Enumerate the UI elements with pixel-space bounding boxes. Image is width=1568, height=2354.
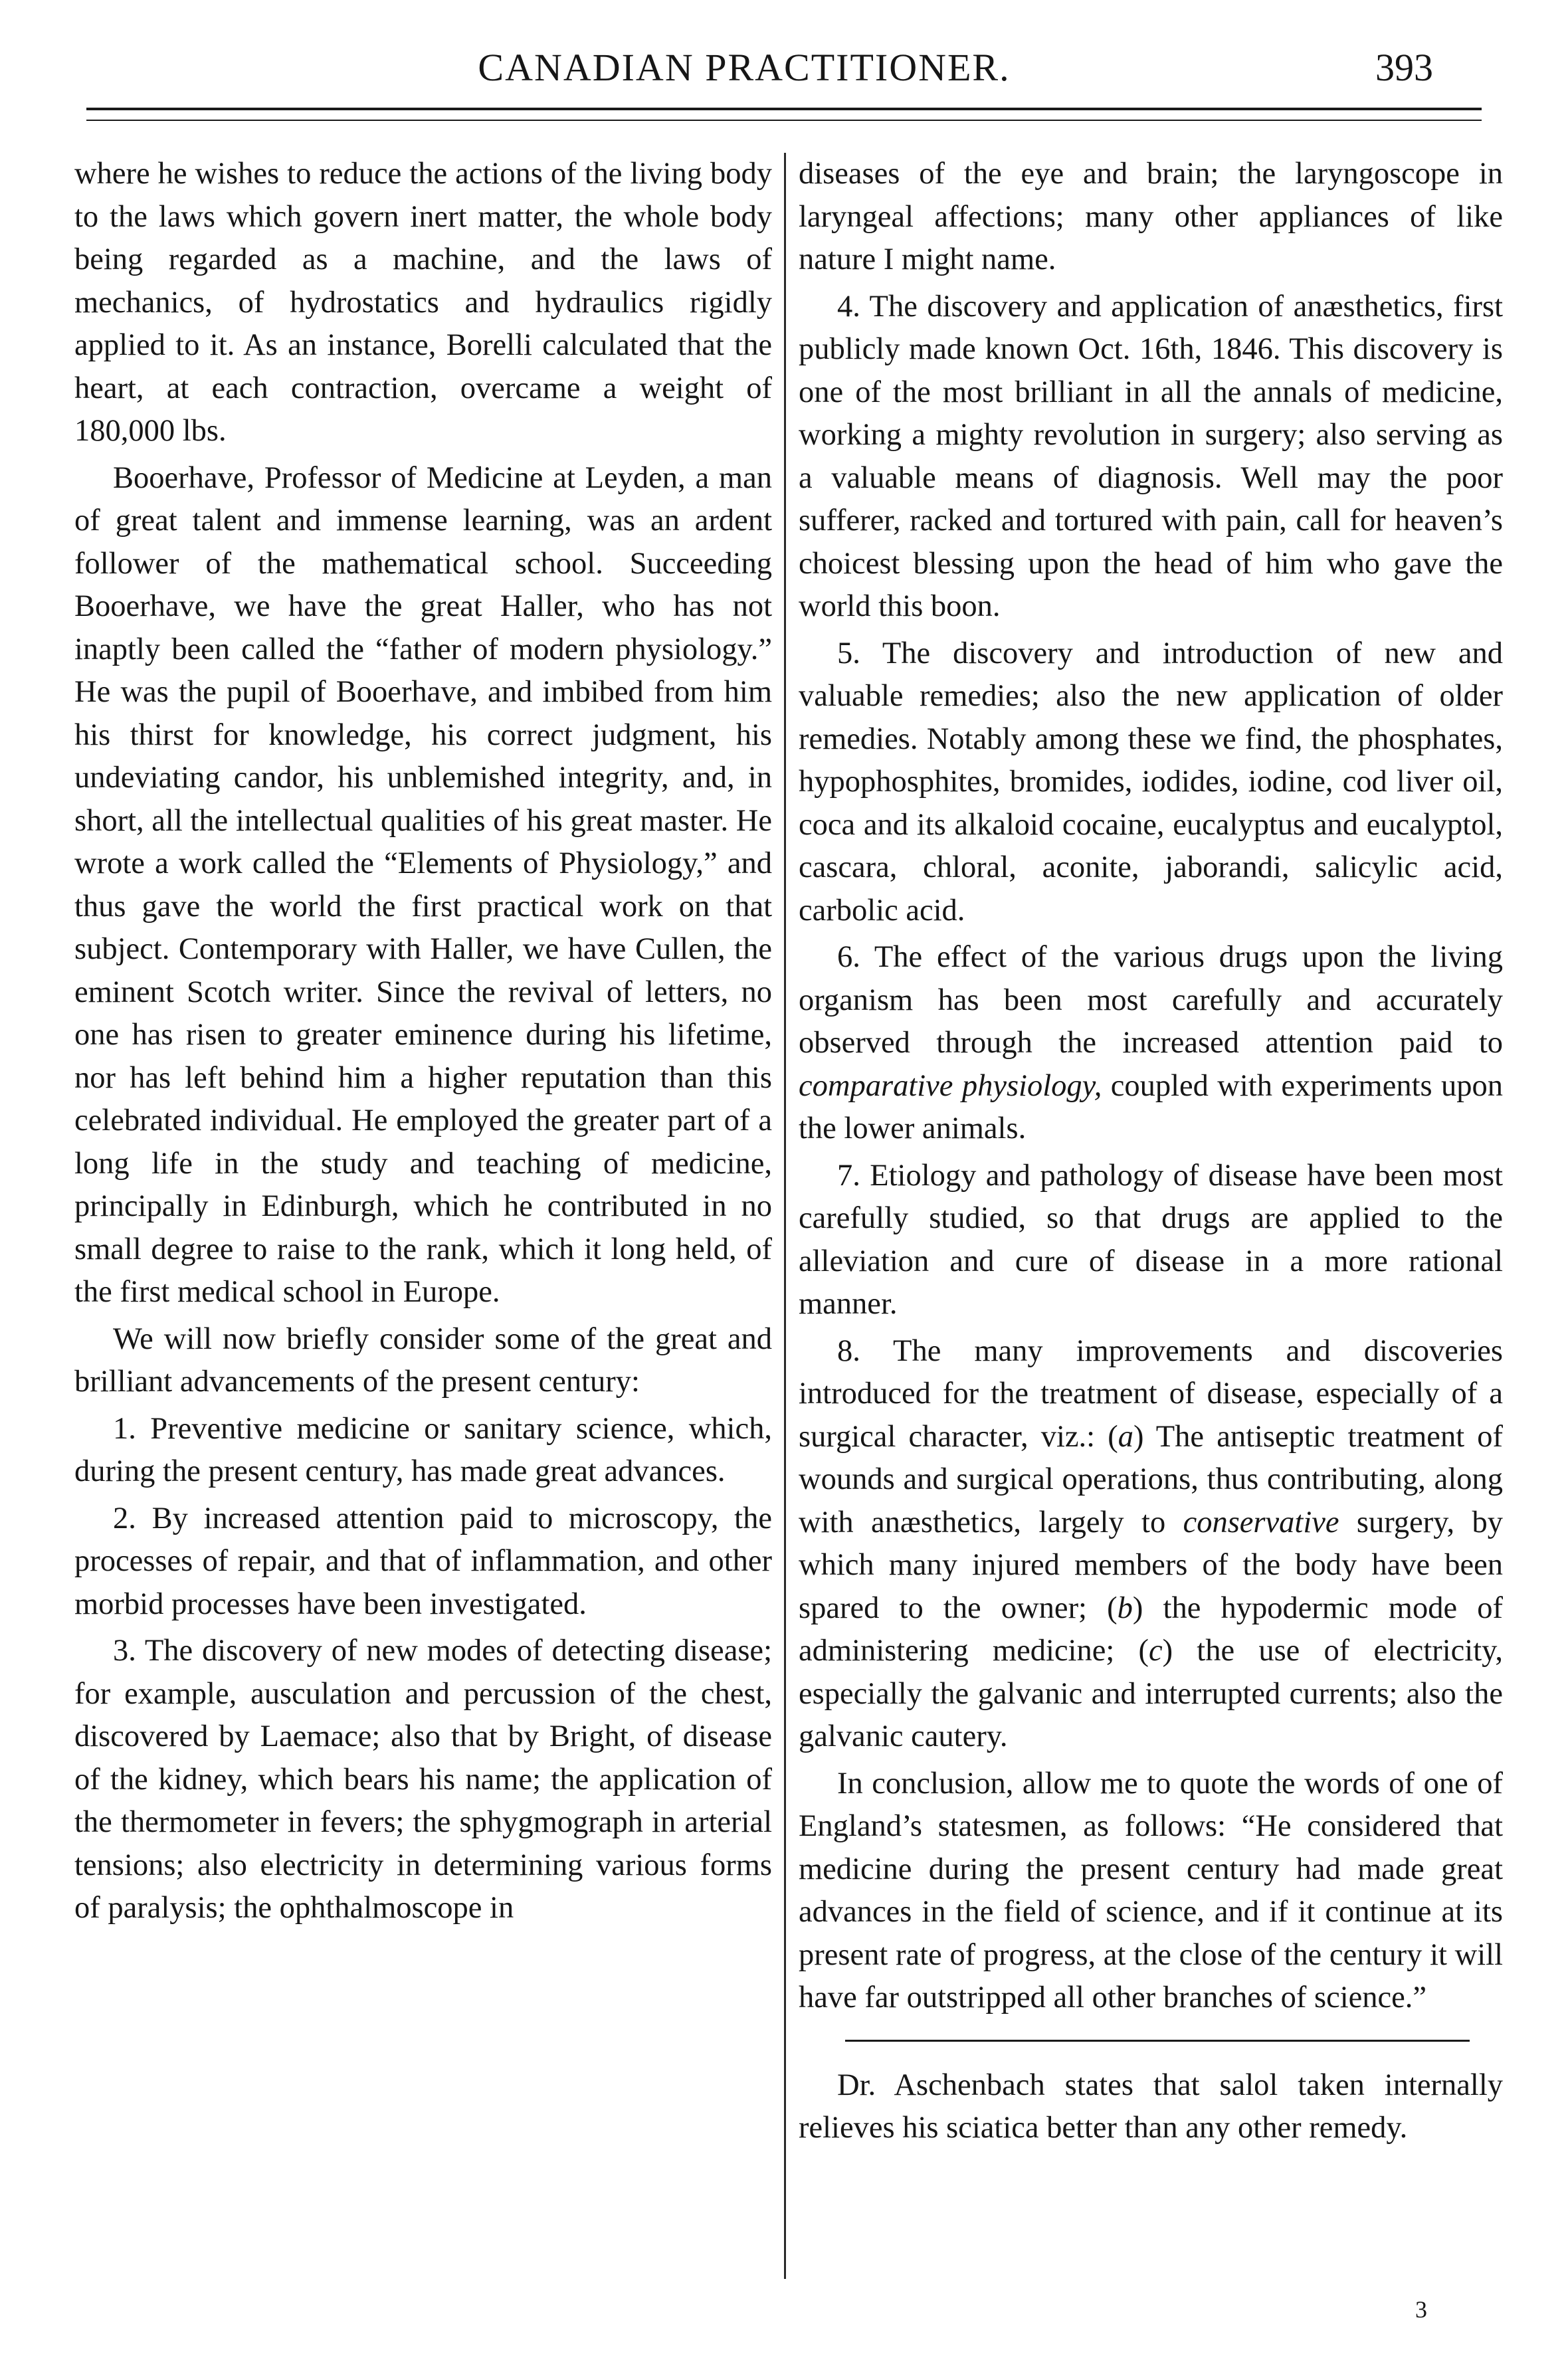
italic-letter: b [1117,1591,1133,1625]
list-item: 5. The discovery and introduction of new and valuable remedies; also the new application of older remedies. Notably among these we find, the phosphates, hypophosphites, bromides, iodides, iodine, cod liver oil, coca and its alkaloid cocaine, eucalyptus and eucalyptol, cascara, chloral, aconite, jaborandi, salicylic acid, carbolic acid. [799,636,1503,928]
folio-mark: 3 [1415,2296,1427,2323]
section-rule [845,2040,1470,2042]
left-column [74,153,772,1930]
paragraph: Dr. Aschenbach states that salol taken internally relieves his sciatica better than any other remedy. [799,2068,1503,2145]
italic-text: comparative physiology, [799,1068,1102,1103]
paragraph: In conclusion, allow me to quote the words of one of England’s statesmen, as follows: “He considered that medicine during the present century had made great advances in the field of science, and if it continue at its present rate of progress, at the close of the century it will have far outstripped all other branches of science.” [799,1766,1503,2014]
list-item: 4. The discovery and application of anæsthetics, first publicly made known Oct. 16th, 1846. This discovery is one of the most brilliant in all the annals of medicine, working a mighty revolution in surgery; also serving as a valuable means of diagnosis. Well may the poor sufferer, racked and tortured with pain, call for heaven’s choicest blessing upon the head of him who gave the world this boon. [799,289,1503,623]
paragraph: We will now briefly consider some of the great and brilliant advancements of the present century: [74,1322,772,1399]
paragraph: diseases of the eye and brain; the laryngoscope in laryngeal affections; many other appliances of like nature I might name. [799,157,1503,276]
list-item: 2. By increased attention paid to microscopy, the processes of repair, and that of inflammation, and other morbid processes have been investigated. [74,1501,772,1621]
text-run: ) the use of electricity, especially the galvanic and interrupted currents; also the galvanic cautery. [799,1634,1503,1753]
text-run: ) The antiseptic treatment of wounds and surgical operations, thus contributing, along with anæsthetics, largely to [799,1419,1503,1539]
list-item [799,936,1503,1151]
text-run: ) the hypodermic mode of administering medicine; ( [799,1591,1503,1668]
italic-letter: a [1118,1419,1133,1454]
text-run: surgery, by which many injured members of the body have been spared to the owner; ( [799,1505,1503,1625]
text-run: 6. The effect of the various drugs upon the living organism has been most carefully and accurately observed through the increased attention paid to [799,940,1503,1060]
text-run: 8. The many improvements and discoveries introduced for the treatment of disease, especially of a surgical character, viz.: ( [799,1333,1503,1454]
page-number: 393 [1375,46,1433,89]
list-item [799,1330,1503,1759]
text-run: coupled with experiments upon the lower animals. [799,1068,1503,1145]
paragraph: Booerhave, Professor of Medicine at Leyden, a man of great talent and immense learning, was an ardent follower of the mathematical school. Succeeding Booerhave, we have the great Haller, who has not inaptly been called the “father of modern physiology.” He was the pupil of Booerhave, and imbibed from him his thirst for knowledge, his correct judgment, his undeviating candor, his unblemished integrity, and, in short, all the intellectual qualities of his great master. He wrote a work called the “Elements of Physiology,” and thus gave the world the first practical work on that subject. Contemporary with Haller, we have Cullen, the eminent Scotch writer. Since the revival of letters, no one has risen to greater eminence during his lifetime, nor has left behind him a higher reputation than this celebrated individual. He employed the greater part of a long life in the study and teaching of medicine, principally in Edinburgh, which he contributed in no small degree to raise to the rank, which it long held, of the first medical school in Europe. [74,460,772,1309]
list-item: 3. The discovery of new modes of detecting disease; for example, ausculation and percussion of the chest, discovered by Laemace; also that by Bright, of disease of the kidney, which bears his name; the application of the thermometer in fevers; the sphygmograph in arterial tensions; also electricity in determining various forms of paralysis; the ophthalmoscope in [74,1634,772,1925]
italic-letter: c [1148,1634,1163,1668]
list-item: 7. Etiology and pathology of disease have been most carefully studied, so that drugs are applied to the alleviation and cure of disease in a more rational manner. [799,1158,1503,1321]
running-head: CANADIAN PRACTITIONER. [478,46,1011,89]
italic-text: conservative [1183,1505,1339,1539]
paragraph: where he wishes to reduce the actions of the living body to the laws which govern inert matter, the whole body being regarded as a machine, and the laws of mechanics, of hydrostatics and hydraulics rigidly applied to it. As an instance, Borelli calculated that the heart, at each contraction, overcame a weight of 180,000 lbs. [74,157,772,448]
header-rule-bottom [86,120,1482,121]
header-rule-top [86,108,1482,110]
list-item: 1. Preventive medicine or sanitary science, which, during the present century, has made great advances. [74,1411,772,1488]
right-column [799,153,1503,2150]
column-divider [784,153,786,2279]
